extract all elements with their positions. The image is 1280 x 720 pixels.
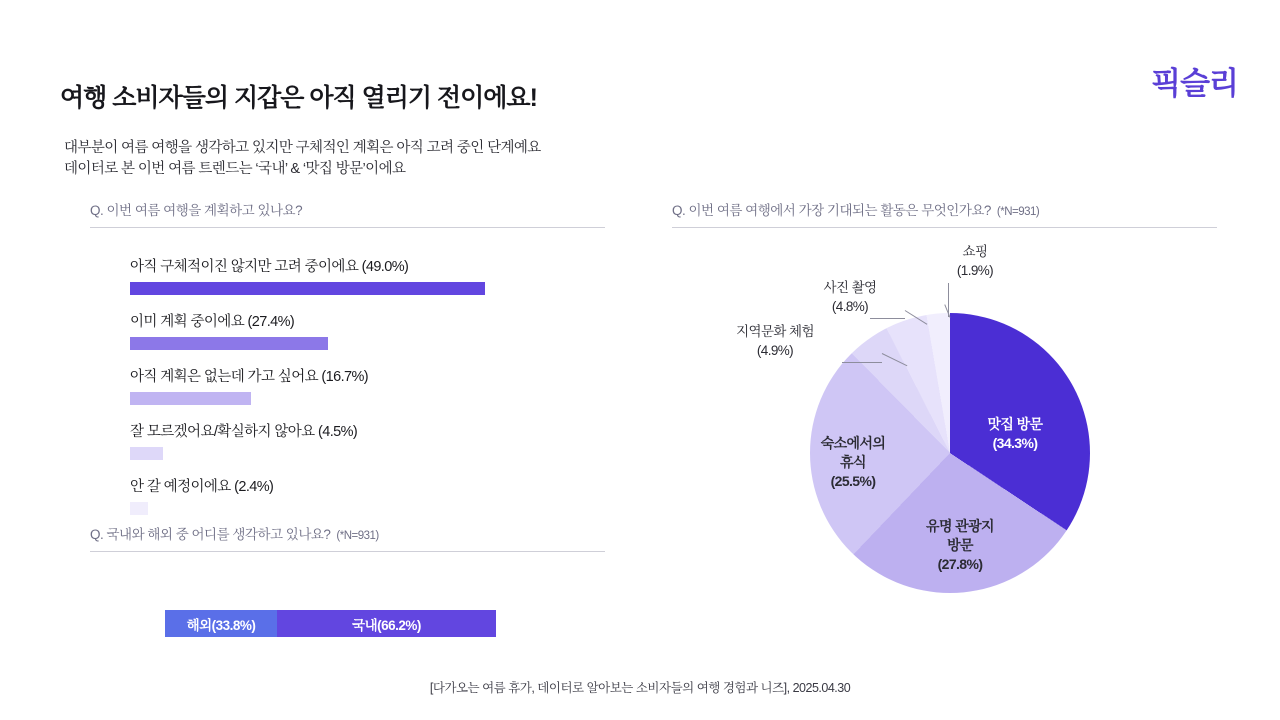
brand-logo: 픽슬리 bbox=[1151, 66, 1238, 101]
pie-callout-photo bbox=[785, 278, 915, 316]
stacked-bar-domestic-overseas bbox=[165, 610, 496, 637]
pie-callout-culture-value: (4.9%) bbox=[756, 343, 794, 358]
pie-label-restaurant-name: 맛집 방문 bbox=[987, 416, 1043, 432]
page-title: 여행 소비자들의 지갑은 아직 열리기 전이에요! bbox=[60, 84, 537, 112]
bar-row bbox=[130, 255, 600, 295]
bar-track bbox=[130, 392, 600, 405]
pie-label-rest-name2: 휴식 bbox=[840, 454, 866, 470]
pie-label-rest-name: 숙소에서의 bbox=[820, 435, 886, 451]
bar-row bbox=[130, 475, 600, 515]
pie-callout-shopping bbox=[915, 242, 1035, 280]
bar-track bbox=[130, 337, 600, 350]
pie-callout-photo-value: (4.8%) bbox=[831, 299, 869, 314]
bar-chart-plan-travel bbox=[130, 255, 600, 530]
bar-label: 이미 계획 중이에요 (27.4%) bbox=[130, 314, 295, 330]
bar-fill bbox=[130, 392, 251, 405]
pie-label-landmark-name: 유명 관광지 bbox=[926, 518, 994, 534]
bar-fill bbox=[130, 502, 148, 515]
pie-callout-shopping-name: 쇼핑 bbox=[962, 244, 988, 259]
pie-label-rest-value: (25.5%) bbox=[830, 473, 876, 489]
page-subtitle bbox=[64, 138, 541, 180]
bar-label: 아직 계획은 없는데 가고 싶어요 (16.7%) bbox=[130, 369, 369, 385]
subtitle-line-2: 데이터로 본 이번 여름 트렌드는 ‘국내’ & ‘맛집 방문’이에요 bbox=[64, 161, 406, 177]
stacked-segment-overseas: 해외(33.8%) bbox=[165, 610, 277, 637]
question-plan-travel: Q. 이번 여름 여행을 계획하고 있나요? bbox=[90, 199, 605, 228]
leader-line-photo-h bbox=[870, 318, 905, 319]
subtitle-line-1: 대부분이 여름 여행을 생각하고 있지만 구체적인 계획은 아직 고려 중인 단계예요 bbox=[64, 140, 541, 156]
pie-label-rest bbox=[793, 434, 913, 491]
bar-label: 잘 모르겠어요/확실하지 않아요 (4.5%) bbox=[130, 424, 358, 440]
question-expected-activity-text: Q. 이번 여름 여행에서 가장 기대되는 활동은 무엇인가요? bbox=[672, 203, 991, 218]
pie-label-restaurant-value: (34.3%) bbox=[992, 435, 1038, 451]
bar-fill bbox=[130, 337, 328, 350]
sample-size-note: (*N=931) bbox=[336, 530, 379, 542]
pie-label-restaurant bbox=[965, 415, 1065, 453]
bar-track bbox=[130, 502, 600, 515]
leader-line-culture-h bbox=[842, 362, 882, 363]
pie-callout-culture-name: 지역문화 체험 bbox=[736, 324, 814, 339]
bar-label: 아직 구체적이진 않지만 고려 중이에요 (49.0%) bbox=[130, 259, 409, 275]
question-domestic-overseas bbox=[90, 523, 605, 552]
pie-label-landmark-name2: 방문 bbox=[947, 537, 973, 553]
pie-callout-culture bbox=[710, 322, 840, 360]
sample-size-note: (*N=931) bbox=[996, 206, 1040, 218]
pie-label-landmark bbox=[900, 517, 1020, 574]
pie-callout-shopping-value: (1.9%) bbox=[956, 263, 994, 278]
bar-fill bbox=[130, 282, 485, 295]
pie-callout-photo-name: 사진 촬영 bbox=[823, 280, 877, 295]
bar-row bbox=[130, 365, 600, 405]
bar-row bbox=[130, 310, 600, 350]
source-footnote: [다가오는 여름 휴가, 데이터로 알아보는 소비자들의 여행 경험과 니즈], 2025.04.30 bbox=[429, 681, 851, 695]
question-expected-activity bbox=[672, 199, 1217, 228]
pie-label-landmark-value: (27.8%) bbox=[937, 556, 983, 572]
bar-fill bbox=[130, 447, 163, 460]
question-domestic-overseas-text: Q. 국내와 해외 중 어디를 생각하고 있나요? bbox=[90, 527, 331, 542]
bar-track bbox=[130, 282, 600, 295]
bar-row bbox=[130, 420, 600, 460]
bar-track bbox=[130, 447, 600, 460]
stacked-segment-domestic: 국내(66.2%) bbox=[277, 610, 496, 637]
bar-label: 안 갈 예정이에요 (2.4%) bbox=[130, 479, 274, 495]
